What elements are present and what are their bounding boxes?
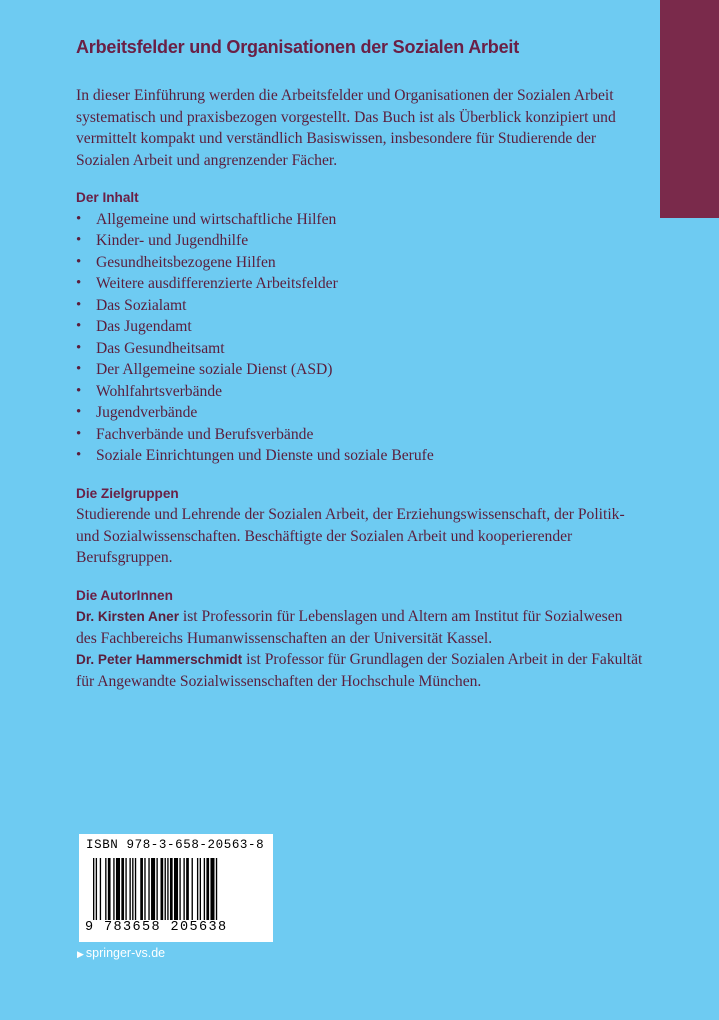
bullet-icon: • — [76, 339, 82, 356]
list-item: • Fachverbände und Berufsverbände — [76, 424, 646, 446]
bullet-icon: • — [76, 232, 82, 248]
list-item: • Jugendverbände — [76, 402, 646, 424]
website-url: springer-vs.de — [85, 946, 166, 960]
intro-paragraph: In dieser Einführung werden die Arbeitsfelder und Organisationen der Sozialen Arbeit systematisch und praxisbezogen vorgestellt. Das Buch ist als Überblick konzipiert und vermittelt kompakt und verständlich Basiswissen, insbesondere für Studierende der Sozialen Arbeit und angrenzender Fächer. — [76, 87, 616, 169]
bullet-icon: • — [76, 210, 82, 227]
author-entry — [76, 606, 646, 649]
bullet-icon: • — [76, 382, 82, 399]
bullet-icon: • — [76, 318, 82, 334]
bullet-icon: • — [76, 425, 82, 442]
play-arrow-icon: ▶ — [77, 949, 84, 959]
bullet-icon: • — [76, 404, 82, 420]
list-item: • Das Gesundheitsamt — [76, 338, 646, 360]
authors-heading: Die AutorInnen — [76, 587, 173, 603]
bullet-icon: • — [76, 361, 82, 377]
author-entry — [76, 649, 646, 692]
list-item: • Das Jugendamt — [76, 316, 646, 338]
accent-tab — [660, 0, 719, 218]
bullet-icon: • — [76, 296, 82, 313]
bullet-icon: • — [76, 253, 82, 270]
publisher-website[interactable] — [77, 946, 165, 960]
list-item: • Allgemeine und wirtschaftliche Hilfen — [76, 209, 646, 231]
list-item: • Soziale Einrichtungen und Dienste und soziale Berufe — [76, 445, 646, 467]
author-name: Dr. Peter Hammerschmidt — [76, 652, 243, 667]
author-bio: ist Professor für Grundlagen der Sozialen Arbeit in der Fakultät für Angewandte Sozialwissenschaften der Hochschule München. — [76, 651, 643, 690]
bullet-icon: • — [76, 447, 82, 463]
book-title: Arbeitsfelder und Organisationen der Sozialen Arbeit — [76, 37, 520, 57]
isbn-label: ISBN 978-3-658-20563-8 — [86, 838, 265, 852]
barcode-bars — [93, 858, 265, 924]
author-bio: ist Professorin für Lebenslagen und Altern am Institut für Sozialwesen des Fachbereichs Humanwissenschaften an der Universität Kassel. — [76, 608, 623, 647]
isbn-barcode — [79, 834, 273, 942]
target-group-heading: Die Zielgruppen — [76, 485, 179, 501]
list-item: • Kinder- und Jugendhilfe — [76, 230, 646, 252]
author-name: Dr. Kirsten Aner — [76, 609, 179, 624]
list-item: • Das Sozialamt — [76, 295, 646, 317]
target-group-text: Studierende und Lehrende der Sozialen Arbeit, der Erziehungswissenschaft, der Politik- und Sozialwissenschaften. Beschäftigte der Sozialen Arbeit und kooperierender Berufsgruppen. — [76, 506, 625, 566]
contents-list — [76, 209, 646, 467]
list-item: • Gesundheitsbezogene Hilfen — [76, 252, 646, 274]
bullet-icon: • — [76, 275, 82, 291]
list-item: • Wohlfahrtsverbände — [76, 381, 646, 403]
ean-digits: 9 783658 205638 — [85, 920, 228, 935]
back-cover-text — [76, 35, 646, 692]
contents-heading: Der Inhalt — [76, 190, 139, 205]
list-item: • Weitere ausdifferenzierte Arbeitsfelder — [76, 273, 646, 295]
list-item: • Der Allgemeine soziale Dienst (ASD) — [76, 359, 646, 381]
